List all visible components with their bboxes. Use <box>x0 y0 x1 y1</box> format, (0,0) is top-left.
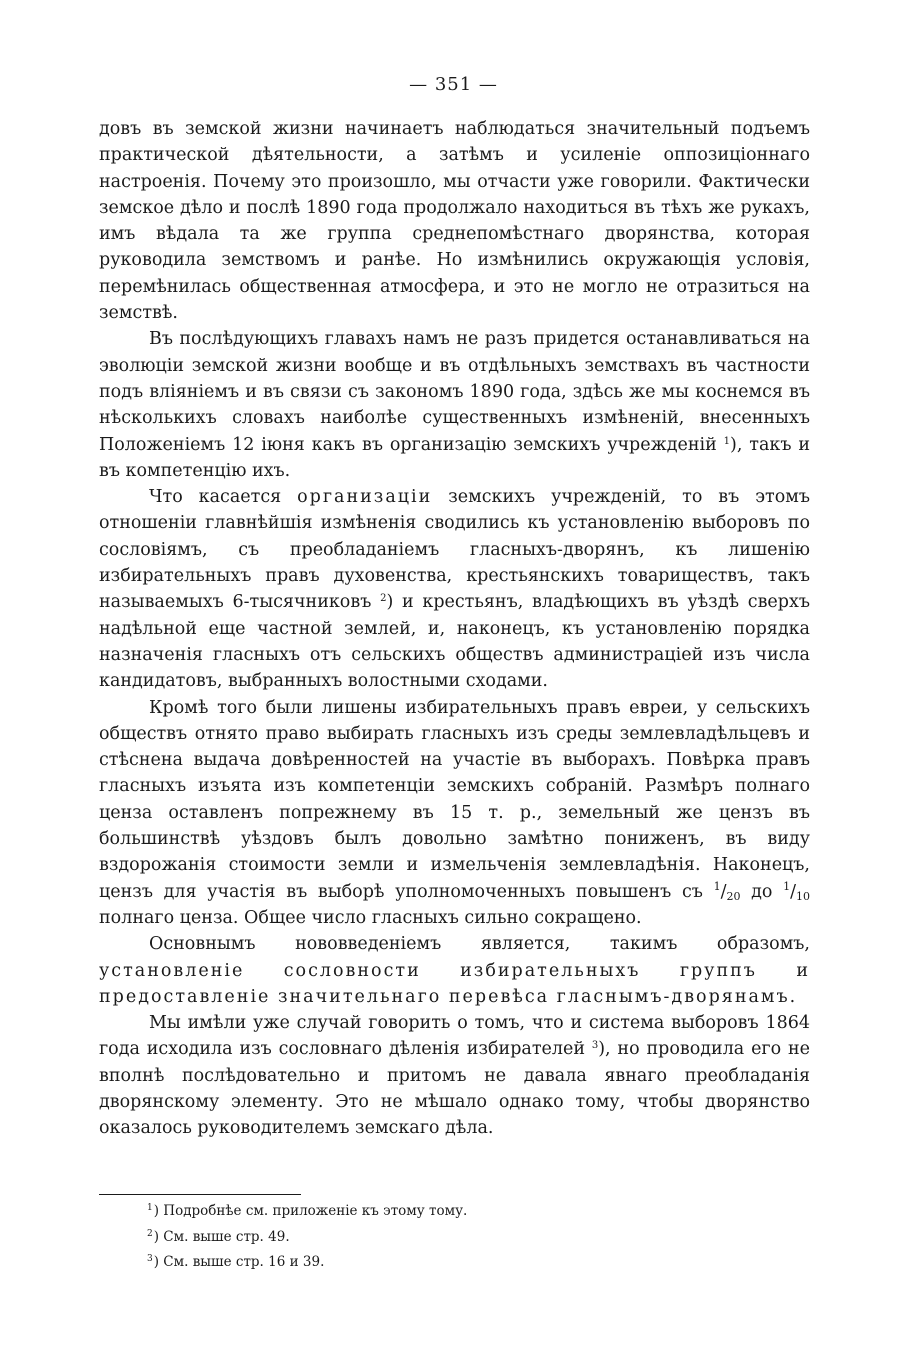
body-text <box>99 116 810 1142</box>
fraction-one-twentieth: $^1/_{20}$ <box>713 879 741 903</box>
paragraph-3: Что касается организаціи земскихъ учрежденій, то въ этомъ отношеніи главнѣйшія измѣненія сводились къ установленію выборовъ по сословіямъ, съ преобладаніемъ гласныхъ-дворянъ, къ лишенію избирательныхъ правъ духовенства, крестьянскихъ товариществъ, такъ называемыхъ 6-тысячниковъ $^2$) и крестьянъ, владѣющихъ въ уѣздѣ сверхъ надѣльной еще частной землей, и, наконецъ, къ установленію порядка назначенія гласныхъ отъ сельскихъ обществъ администраціей изъ числа кандидатовъ, выбранныхъ волостными сходами. <box>99 487 810 692</box>
footnote-3: $^3$) См. выше стр. 16 и 39. <box>147 1254 325 1270</box>
footnote-separator <box>99 1194 301 1195</box>
paragraph-2: Въ послѣдующихъ главахъ намъ не разъ придется останавливаться на эволюціи земской жизни вообще и въ отдѣльныхъ земствахъ въ частности подъ вліяніемъ и въ связи съ закономъ 1890 года, здѣсь же мы коснемся въ нѣсколькихъ словахъ наиболѣе существенныхъ измѣненій, внесенныхъ Положеніемъ 12 іюня какъ въ организацію земскихъ учрежденій $^1$), такъ и въ компетенцію ихъ. <box>99 329 810 481</box>
paragraph-1: довъ въ земской жизни начинаетъ наблюдаться значительный подъемъ практической дѣятельности, а затѣмъ и усиленіе оппозиціоннаго настроенія. Почему это произошло, мы отчасти уже говорили. Фактически земское дѣло и послѣ 1890 года продолжало находиться въ тѣхъ же рукахъ, имъ вѣдала та же группа среднепомѣстнаго дворянства, которая руководила земствомъ и ранѣе. Но измѣнились окружающія условія, перемѣнилась общественная атмосфера, и это не могло не отразиться на земствѣ. <box>99 119 810 324</box>
fraction-one-tenth: $^1/_{10}$ <box>783 879 810 903</box>
footnote-2: $^2$) См. выше стр. 49. <box>147 1228 290 1245</box>
paragraph-4: Кромѣ того были лишены избирательныхъ правъ евреи, у сельскихъ обществъ отнято право выбирать гласныхъ изъ среды землевладѣльцевъ и стѣснена выдача довѣренностей на участіе въ выборахъ. Повѣрка правъ гласныхъ изъята изъ компетенціи земскихъ собраній. Размѣръ полнаго ценза оставленъ попрежнему въ 15 т. р., земельный же цензъ въ большинствѣ уѣздовъ былъ довольно замѣтно пониженъ, въ виду вздорожанія стоимости земли и измельченія землевладѣнія. Наконецъ, цензъ для участія въ выборѣ уполномоченныхъ повышенъ съ $^1/_{20}$ до $^1/_{10}$ полнаго ценза. Общее число гласныхъ сильно сокращено. <box>99 697 810 928</box>
footnote-ref-3: 3 <box>591 1040 599 1052</box>
footnote-ref-2: 2 <box>380 593 387 605</box>
footnotes <box>147 1200 747 1277</box>
paragraph-5: Основнымъ нововведеніемъ является, такимъ образомъ, установленіе сословности избирательныхъ группъ и предоставленіе значительнаго перевѣса гласнымъ-дворянамъ. <box>99 934 810 1007</box>
footnote-1: $^1$) Подробнѣе см. приложеніе къ этому тому. <box>147 1203 468 1219</box>
page-number: — 351 — <box>409 74 498 95</box>
paragraph-6: Мы имѣли уже случай говорить о томъ, что и система выборовъ 1864 года исходила изъ сословнаго дѣленія избирателей $^3$), но проводила его не вполнѣ послѣдовательно и притомъ не давала явнаго преобладанія дворянскому элементу. Это не мѣшало однако тому, чтобы дворянство оказалось руководителемъ земскаго дѣла. <box>99 1013 810 1139</box>
footnote-ref-1: 1 <box>723 435 731 447</box>
emphasis-estate-principle: установленіе сословности избирательныхъ группъ и предоставленіе значительнаго перевѣса гласнымъ-дворянамъ. <box>99 960 810 1007</box>
emphasis-organization: организаціи <box>297 487 433 508</box>
